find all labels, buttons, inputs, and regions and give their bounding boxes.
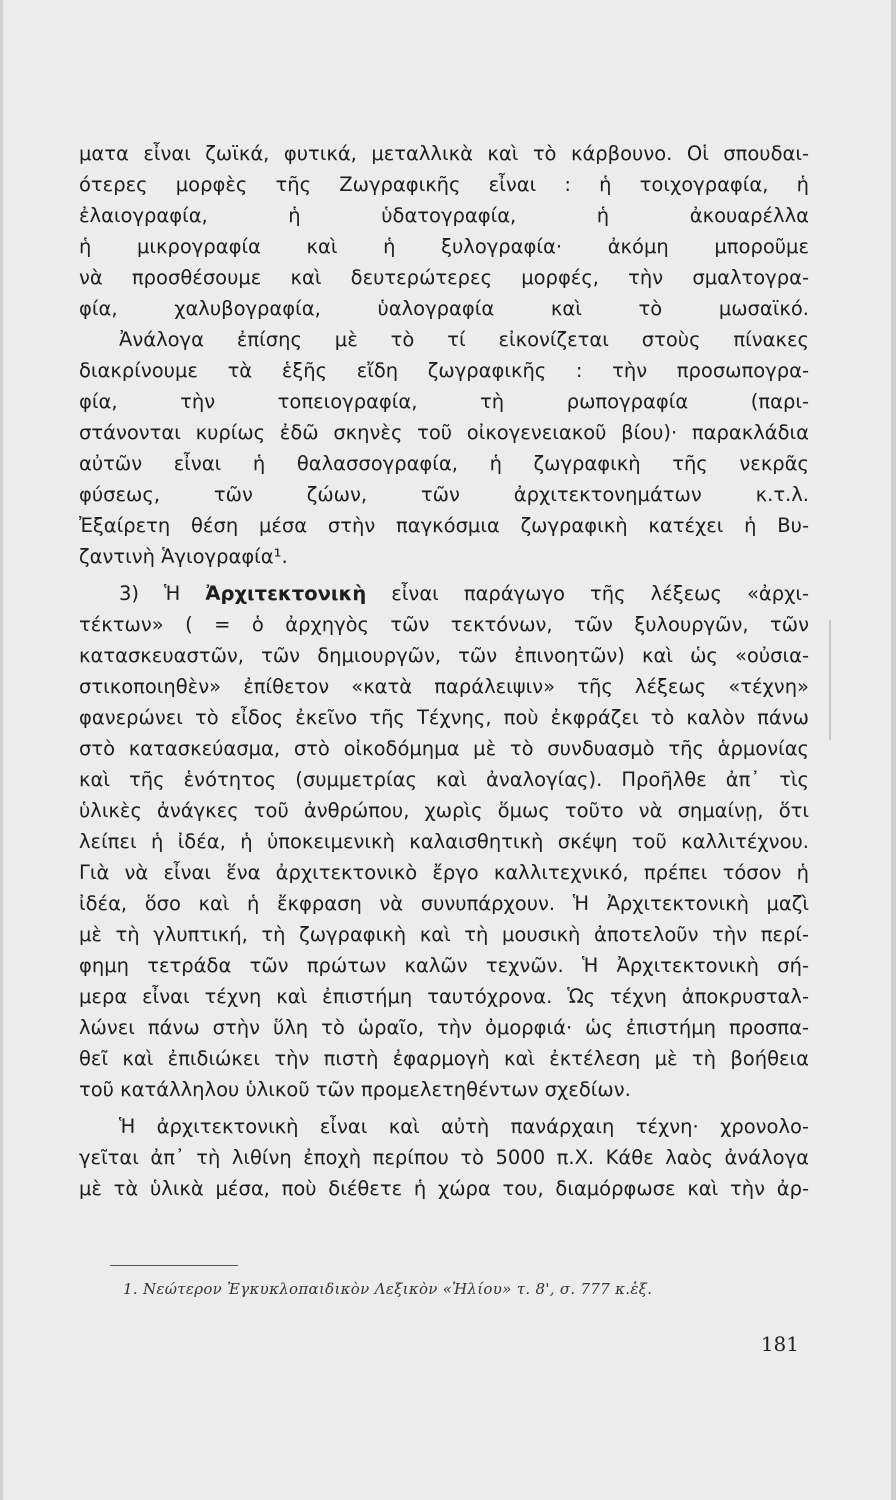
footnote-divider [110, 1265, 238, 1266]
section-3-heading-line [79, 578, 809, 609]
text-line: φία, τὴν τοπειογραφία, τὴ ρωπογραφία (παρι- [79, 390, 809, 413]
text-line: μὲ τὴ γλυπτική, τὴ ζωγραφικὴ καὶ τὴ μουσικὴ ἀποτελοῦν τὴν περί- [79, 923, 809, 946]
text-line: στάνονται κυρίως ἐδῶ σκηνὲς τοῦ οἰκογενειακοῦ βίου)· παρακλάδια [79, 421, 809, 444]
text-line: ἡ μικρογραφία καὶ ἡ ξυλογραφία· ἀκόμη μποροῦμε [79, 235, 809, 258]
margin-mark [829, 620, 831, 740]
text-line: καὶ τῆς ἑνότητος (συμμετρίας καὶ ἀναλογίας). Προῆλθε ἀπ᾿ τὶς [79, 768, 809, 791]
text-line: μὲ τὰ ὑλικὰ μέσα, ποὺ διέθετε ἡ χώρα του, διαμόρφωσε καὶ τὴν ἀρ- [79, 1177, 809, 1200]
text-line: τοῦ κατάλληλου ὑλικοῦ τῶν προμελετηθέντων σχεδίων. [79, 1078, 631, 1101]
text-line: μερα εἶναι τέχνη καὶ ἐπιστήμη ταυτόχρονα. Ὡς τέχνη ἀποκρυσταλ- [79, 985, 809, 1008]
page-number: 181 [760, 1332, 799, 1356]
text-line: στὸ κατασκεύασμα, στὸ οἰκοδόμημα μὲ τὸ συνδυασμὸ τῆς ἁρμονίας [79, 737, 809, 760]
text-line: διακρίνουμε τὰ ἑξῆς εἴδη ζωγραφικῆς : τὴν προσωπογρα- [79, 359, 809, 382]
text-line: Ἀνάλογα ἐπίσης μὲ τὸ τί εἰκονίζεται στοὺς πίνακες [119, 328, 809, 351]
text-line: ότερες μορφὲς τῆς Ζωγραφικῆς εἶναι : ἡ τοιχογραφία, ἡ [79, 173, 809, 196]
text-line: ζαντινὴ Ἁγιογραφία¹. [79, 545, 288, 568]
section-term: Ἀρχιτεκτονικὴ [205, 582, 367, 605]
text-line: φύσεως, τῶν ζώων, τῶν ἀρχιτεκτονημάτων κ.τ.λ. [79, 483, 809, 506]
text-line: φανερώνει τὸ εἶδος ἐκεῖνο τῆς Τέχνης, ποὺ ἐκφράζει τὸ καλὸν πάνω [79, 706, 809, 729]
footnote: 1. Νεώτερον Ἐγκυκλοπαιδικὸν Λεξικὸν «Ἡλίου» τ. 8', σ. 777 κ.ἑξ. [123, 1280, 653, 1298]
text-line: ματα εἶναι ζωϊκά, φυτικά, μεταλλικὰ καὶ τὸ κάρβουνο. Οἱ σπουδαι- [79, 142, 809, 165]
text-line: στικοποιηθὲν» ἐπίθετον «κατὰ παράλειψιν» τῆς λέξεως «τέχνη» [79, 675, 809, 698]
text-line: γεῖται ἀπ᾿ τὴ λιθίνη ἐποχὴ περίπου τὸ 5000 π.Χ. Κάθε λαὸς ἀνάλογα [79, 1146, 809, 1169]
text-line: ὑλικὲς ἀνάγκες τοῦ ἀνθρώπου, χωρὶς ὅμως τοῦτο νὰ σημαίνῃ, ὅτι [79, 799, 809, 822]
text-line: θεῖ καὶ ἐπιδιώκει τὴν πιστὴ ἐφαρμογὴ καὶ ἐκτέλεση μὲ τὴ βοήθεια [79, 1047, 809, 1070]
body-text [79, 138, 809, 1204]
text-line: φία, χαλυβογραφία, ὑαλογραφία καὶ τὸ μωσαϊκό. [79, 297, 809, 320]
text-line: νὰ προσθέσουμε καὶ δευτερώτερες μορφές, τὴν σμαλτογρα- [79, 266, 809, 289]
text-line: Γιὰ νὰ εἶναι ἕνα ἀρχιτεκτονικὸ ἔργο καλλιτεχνικό, πρέπει τόσον ἡ [79, 861, 809, 884]
section-rest: εἶναι παράγωγο τῆς λέξεως «ἀρχι- [366, 582, 809, 605]
text-line: ἰδέα, ὅσο καὶ ἡ ἔκφραση νὰ συνυπάρχουν. Ἡ Ἀρχιτεκτονικὴ μαζὶ [79, 892, 809, 915]
text-line: αὐτῶν εἶναι ἡ θαλασσογραφία, ἡ ζωγραφικὴ τῆς νεκρᾶς [79, 452, 809, 475]
text-line: ἐλαιογραφία, ἡ ὑδατογραφία, ἡ ἀκουαρέλλα [79, 204, 809, 227]
text-line: λώνει πάνω στὴν ὕλη τὸ ὡραῖο, τὴν ὀμορφιά· ὡς ἐπιστήμη προσπα- [79, 1016, 809, 1039]
text-line: φημη τετράδα τῶν πρώτων καλῶν τεχνῶν. Ἡ Ἀρχιτεκτονικὴ σή- [79, 954, 809, 977]
text-line: λείπει ἡ ἰδέα, ἡ ὑποκειμενικὴ καλαισθητικὴ σκέψη τοῦ καλλιτέχνου. [79, 830, 809, 853]
text-line: κατασκευαστῶν, τῶν δημιουργῶν, τῶν ἐπινοητῶν) καὶ ὡς «οὐσια- [79, 644, 809, 667]
text-line: τέκτων» ( = ὁ ἀρχηγὸς τῶν τεκτόνων, τῶν ξυλουργῶν, τῶν [79, 613, 809, 636]
text-line: Ἡ ἀρχιτεκτονικὴ εἶναι καὶ αὐτὴ πανάρχαιη τέχνη· χρονολο- [119, 1115, 809, 1138]
section-number: 3) Ἡ [119, 582, 206, 605]
text-line: Ἐξαίρετη θέση μέσα στὴν παγκόσμια ζωγραφικὴ κατέχει ἡ Βυ- [79, 514, 809, 537]
